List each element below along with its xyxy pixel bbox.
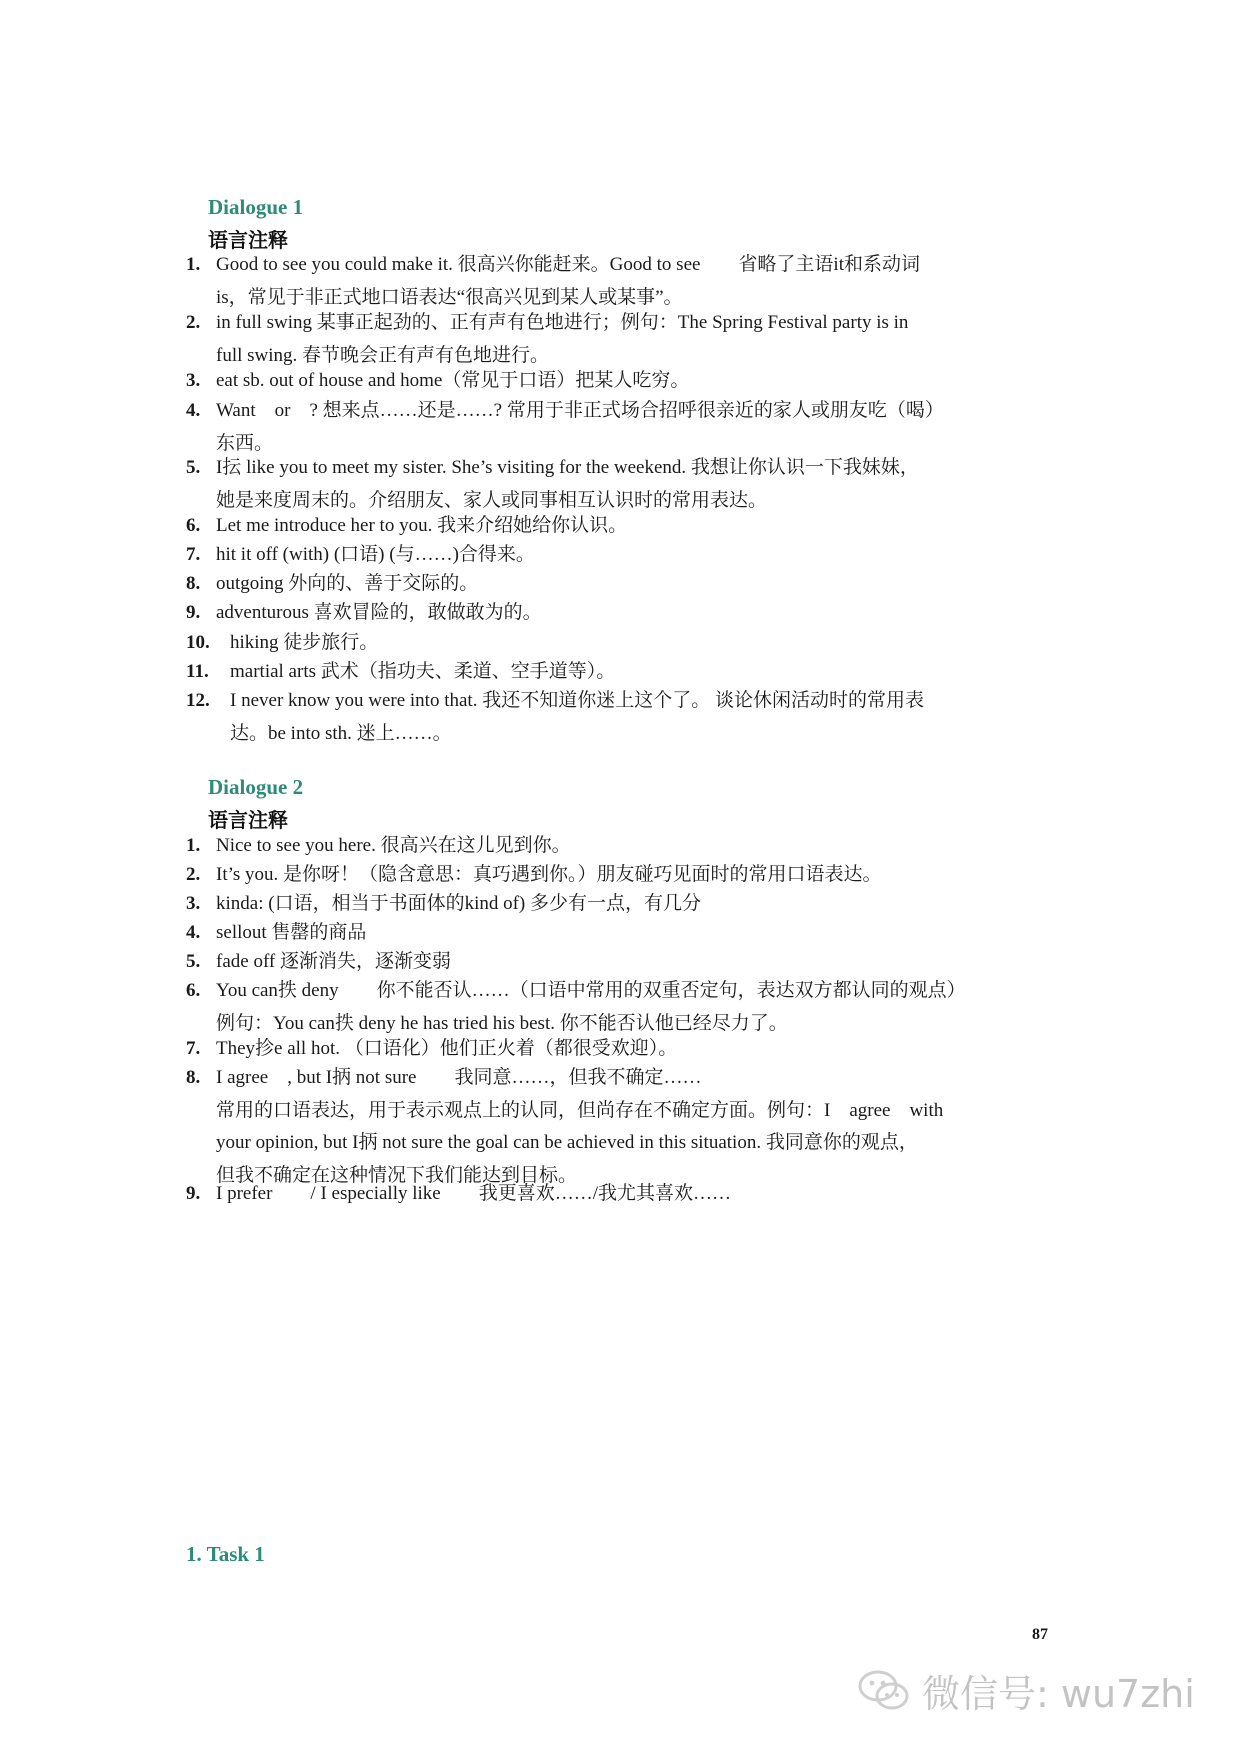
note-line: your opinion, but I抦 not sure the goal can be achieved in this situation. 我同意你的观点， — [216, 1132, 918, 1153]
note-text — [216, 830, 1056, 863]
note-line: eat sb. out of house and home（常见于口语）把某人吃穷。 — [216, 370, 690, 391]
note-text — [216, 452, 1056, 517]
note-number: 5. — [186, 951, 201, 972]
note-line: Good to see you could make it. 很高兴你能赶来。Good to see 省略了主语it和系动词 — [216, 254, 920, 275]
note-item — [186, 946, 1056, 979]
note-line: full swing. 春节晚会正有声有色地进行。 — [216, 344, 550, 366]
note-line: 例句：You can抶 deny he has tried his best. 你不能否认他已经尽力了。 — [216, 1012, 788, 1034]
note-item — [186, 1062, 1056, 1192]
note-number: 2. — [186, 312, 201, 333]
note-item — [186, 249, 1056, 314]
note-number: 2. — [186, 864, 201, 885]
note-item — [186, 656, 1056, 689]
note-line: fade off 逐渐消失，逐渐变弱 — [216, 951, 452, 972]
note-line: adventurous 喜欢冒险的，敢做敢为的。 — [216, 602, 542, 623]
note-text — [216, 1178, 1056, 1211]
note-text — [216, 975, 1056, 1040]
note-number: 7. — [186, 1038, 201, 1059]
note-number: 11. — [186, 661, 209, 682]
note-item — [186, 365, 1056, 398]
note-line: in full swing 某事正起劲的、正有声有色地进行；例句：The Spring Festival party is in — [216, 312, 909, 333]
note-number: 4. — [186, 922, 201, 943]
note-number: 5. — [186, 457, 201, 478]
dialogue2-subtitle: 语言注释 — [208, 808, 288, 832]
note-item — [186, 685, 1056, 750]
note-number: 10. — [186, 632, 210, 653]
note-text — [230, 685, 1056, 750]
note-number: 12. — [186, 690, 210, 711]
note-number: 8. — [186, 1067, 201, 1088]
note-line: Nice to see you here. 很高兴在这儿见到你。 — [216, 835, 571, 856]
note-item — [186, 452, 1056, 517]
note-line: hiking 徒步旅行。 — [230, 632, 379, 653]
note-item — [186, 1178, 1056, 1211]
note-text — [216, 395, 1056, 460]
note-line: is，常见于非正式地口语表达“很高兴见到某人或某事”。 — [216, 286, 683, 308]
note-item — [186, 627, 1056, 660]
note-line: outgoing 外向的、善于交际的。 — [216, 573, 479, 594]
note-text — [216, 859, 1056, 892]
note-text — [216, 307, 1056, 372]
note-line: I抎 like you to meet my sister. She’s visiting for the weekend. 我想让你认识一下我妹妹， — [216, 457, 919, 478]
note-item — [186, 597, 1056, 630]
note-number: 4. — [186, 400, 201, 421]
note-text — [216, 1062, 1056, 1192]
dialogue1-title: Dialogue 1 — [208, 195, 304, 219]
note-item — [186, 859, 1056, 892]
note-item — [186, 830, 1056, 863]
note-number: 3. — [186, 893, 201, 914]
note-text — [216, 539, 1056, 572]
note-number: 3. — [186, 370, 201, 391]
note-text — [230, 627, 1056, 660]
note-number: 9. — [186, 602, 201, 623]
note-text — [216, 917, 1056, 950]
note-line: 东西。 — [216, 432, 274, 454]
task-heading: 1. Task 1 — [186, 1542, 265, 1566]
note-line: martial arts 武术（指功夫、柔道、空手道等）。 — [230, 661, 616, 682]
note-line: You can抶 deny 你不能否认……（口语中常用的双重否定句，表达双方都认同的观点） — [216, 980, 966, 1001]
note-text — [216, 510, 1056, 543]
note-line: 达。be into sth. 迷上……。 — [230, 722, 452, 744]
note-number: 7. — [186, 544, 201, 565]
note-line: I agree , but I抦 not sure 我同意……，但我不确定…… — [216, 1067, 702, 1088]
note-item — [186, 917, 1056, 950]
note-number: 1. — [186, 835, 201, 856]
note-number: 6. — [186, 515, 201, 536]
note-item — [186, 510, 1056, 543]
note-item — [186, 568, 1056, 601]
note-text — [216, 568, 1056, 601]
note-text — [216, 946, 1056, 979]
note-number: 1. — [186, 254, 201, 275]
note-line: 但我不确定在这种情况下我们能达到目标。 — [216, 1164, 578, 1186]
note-line: sellout 售罄的商品 — [216, 922, 367, 943]
note-number: 8. — [186, 573, 201, 594]
watermark-text: 微信号: wu7zhi — [922, 1671, 1195, 1716]
note-item — [186, 888, 1056, 921]
note-item — [186, 395, 1056, 460]
wechat-icon — [856, 1666, 912, 1714]
note-line: They抮e all hot. （口语化）他们正火着（都很受欢迎）。 — [216, 1038, 678, 1059]
note-line: I prefer / I especially like 我更喜欢……/我尤其喜欢…… — [216, 1183, 732, 1204]
note-line: I never know you were into that. 我还不知道你迷上这个了。 谈论休闲活动时的常用表 — [230, 690, 924, 711]
note-line: Want or ? 想来点……还是……? 常用于非正式场合招呼很亲近的家人或朋友吃（喝） — [216, 400, 944, 421]
note-text — [216, 597, 1056, 630]
note-line: 常用的口语表达，用于表示观点上的认同，但尚存在不确定方面。例句：I agree with — [216, 1099, 944, 1121]
page-number: 87 — [1032, 1626, 1048, 1643]
watermark — [856, 1660, 1195, 1720]
note-line: hit it off (with) (口语) (与……)合得来。 — [216, 544, 535, 565]
note-item — [186, 307, 1056, 372]
note-text — [230, 656, 1056, 689]
note-line: kinda: (口语，相当于书面体的kind of) 多少有一点，有几分 — [216, 893, 702, 914]
note-item — [186, 975, 1056, 1040]
dialogue1-subtitle: 语言注释 — [208, 228, 288, 252]
note-item — [186, 539, 1056, 572]
note-item — [186, 1033, 1056, 1066]
note-number: 9. — [186, 1183, 201, 1204]
note-line: 她是来度周末的。介绍朋友、家人或同事相互认识时的常用表达。 — [216, 489, 768, 511]
note-text — [216, 249, 1056, 314]
dialogue2-title: Dialogue 2 — [208, 775, 304, 799]
note-text — [216, 1033, 1056, 1066]
note-number: 6. — [186, 980, 201, 1001]
note-text — [216, 888, 1056, 921]
note-text — [216, 365, 1056, 398]
note-line: Let me introduce her to you. 我来介绍她给你认识。 — [216, 515, 628, 536]
note-line: It’s you. 是你呀！（隐含意思：真巧遇到你。）朋友碰巧见面时的常用口语表达。 — [216, 864, 882, 885]
